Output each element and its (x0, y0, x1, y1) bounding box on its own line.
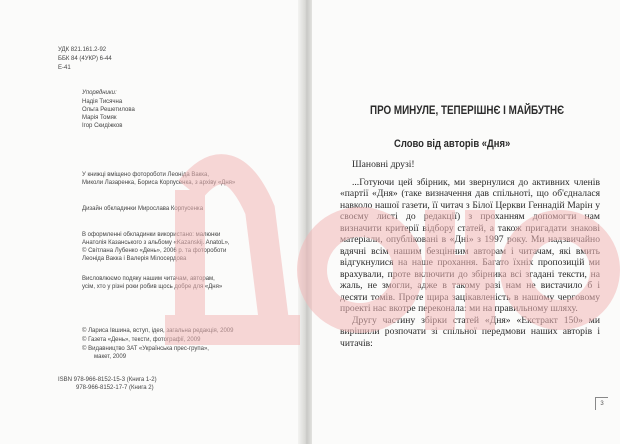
section-title: ПРО МИНУЛЕ, ТЕПЕРІШНЄ І МАЙБУТНЄ (370, 103, 565, 117)
paragraph: Другу частину збірки статей «Дня» «Екстракт 150» ми вирішили розпочати зі спільної передмови наших авторів і читачів: (340, 314, 600, 349)
copyright-line: © Газета «День», тексти, фотографії, 2009 (82, 337, 201, 343)
compilers-label: Упорядники: (82, 90, 117, 96)
cover-design-detail: Леоніда Вакка і Валерія Мілосердова (82, 256, 187, 262)
copyright-line: © Видавництво ЗАТ «Українська прес-група», (82, 346, 209, 352)
compiler-name: Марія Томяк (82, 115, 117, 121)
copyright-line: © Лариса Івшина, вступ, ідея, загальна редакція, 2009 (82, 328, 234, 334)
cover-design-credit: Дизайн обкладинки Мирослава Корпусенка (82, 206, 204, 212)
isbn-line: 978-966-8152-17-7 (Книга 2) (76, 385, 154, 391)
paragraph: ...Готуючи цей збірник, ми звернулися до активних членів «партії «Дня» (таке визначення дав спільноті, що об'єдналася навколо нашої газети, її читач з Білої Церкви Геннадій Марін у своєму листі до редакції) з проханням допомогти нам визначити критерії відбору статей, а також пригадати знакові матеріали, опубліковані в «Дні» з 1997 року. Ми надзвичайно вдячні всім нашим безцінним авторам і читачам, які вмить відгукнулися на наше прохання. Багато їхніх пропозицій ми врахували, проте включити до збірника всі згадані тексти, на жаль, не змогли, адже в такому разі нам не вистачило б і десяти томів. Проте щира зацікавленість в нашому черговому проекті нас вкотре переконала: ми на правильному шляху. (340, 176, 600, 314)
cover-design-detail: Анатолія Казанського з альбому «Kazanskij. AnatoL», (82, 240, 230, 246)
photo-credit-line: Миколи Лазаренка, Бориса Корпусенка, з архіву «Дня» (82, 180, 236, 186)
bbk-code: ББК 84 (4УКР) 6-44 (58, 56, 112, 62)
cover-design-detail: © Світлана Лубенко «День», 2006 р. та фотороботи (82, 248, 227, 254)
udk-code: УДК 821.161.2-92 (58, 47, 107, 53)
isbn-line: ISBN 978-966-8152-15-3 (Книга 1-2) (58, 377, 157, 383)
gratitude-line: усім, хто у різні роки робив щось добре для «Дня» (82, 284, 223, 290)
right-page (312, 0, 620, 444)
photo-credit-line: У книжці вміщено фотороботи Леоніда Вакка, (82, 172, 210, 178)
compiler-name: Надія Тисячна (82, 99, 123, 105)
catalog-code: Е-41 (58, 65, 71, 71)
greeting: Шановні друзі! (352, 159, 415, 170)
page-number: 3 (595, 397, 608, 410)
compiler-name: Ольга Решетилова (82, 107, 135, 113)
cover-design-detail: В оформленні обкладинки використано: малюнки (82, 232, 221, 238)
compiler-name: Ігор Скидіжков (82, 123, 123, 129)
section-subtitle: Слово від авторів «Дня» (394, 138, 511, 150)
gratitude-line: Висловлюємо подяку нашим читачам, авторам, (82, 276, 215, 282)
copyright-line: макет, 2009 (94, 354, 127, 360)
foreword-body (340, 159, 600, 349)
left-page (0, 0, 300, 444)
